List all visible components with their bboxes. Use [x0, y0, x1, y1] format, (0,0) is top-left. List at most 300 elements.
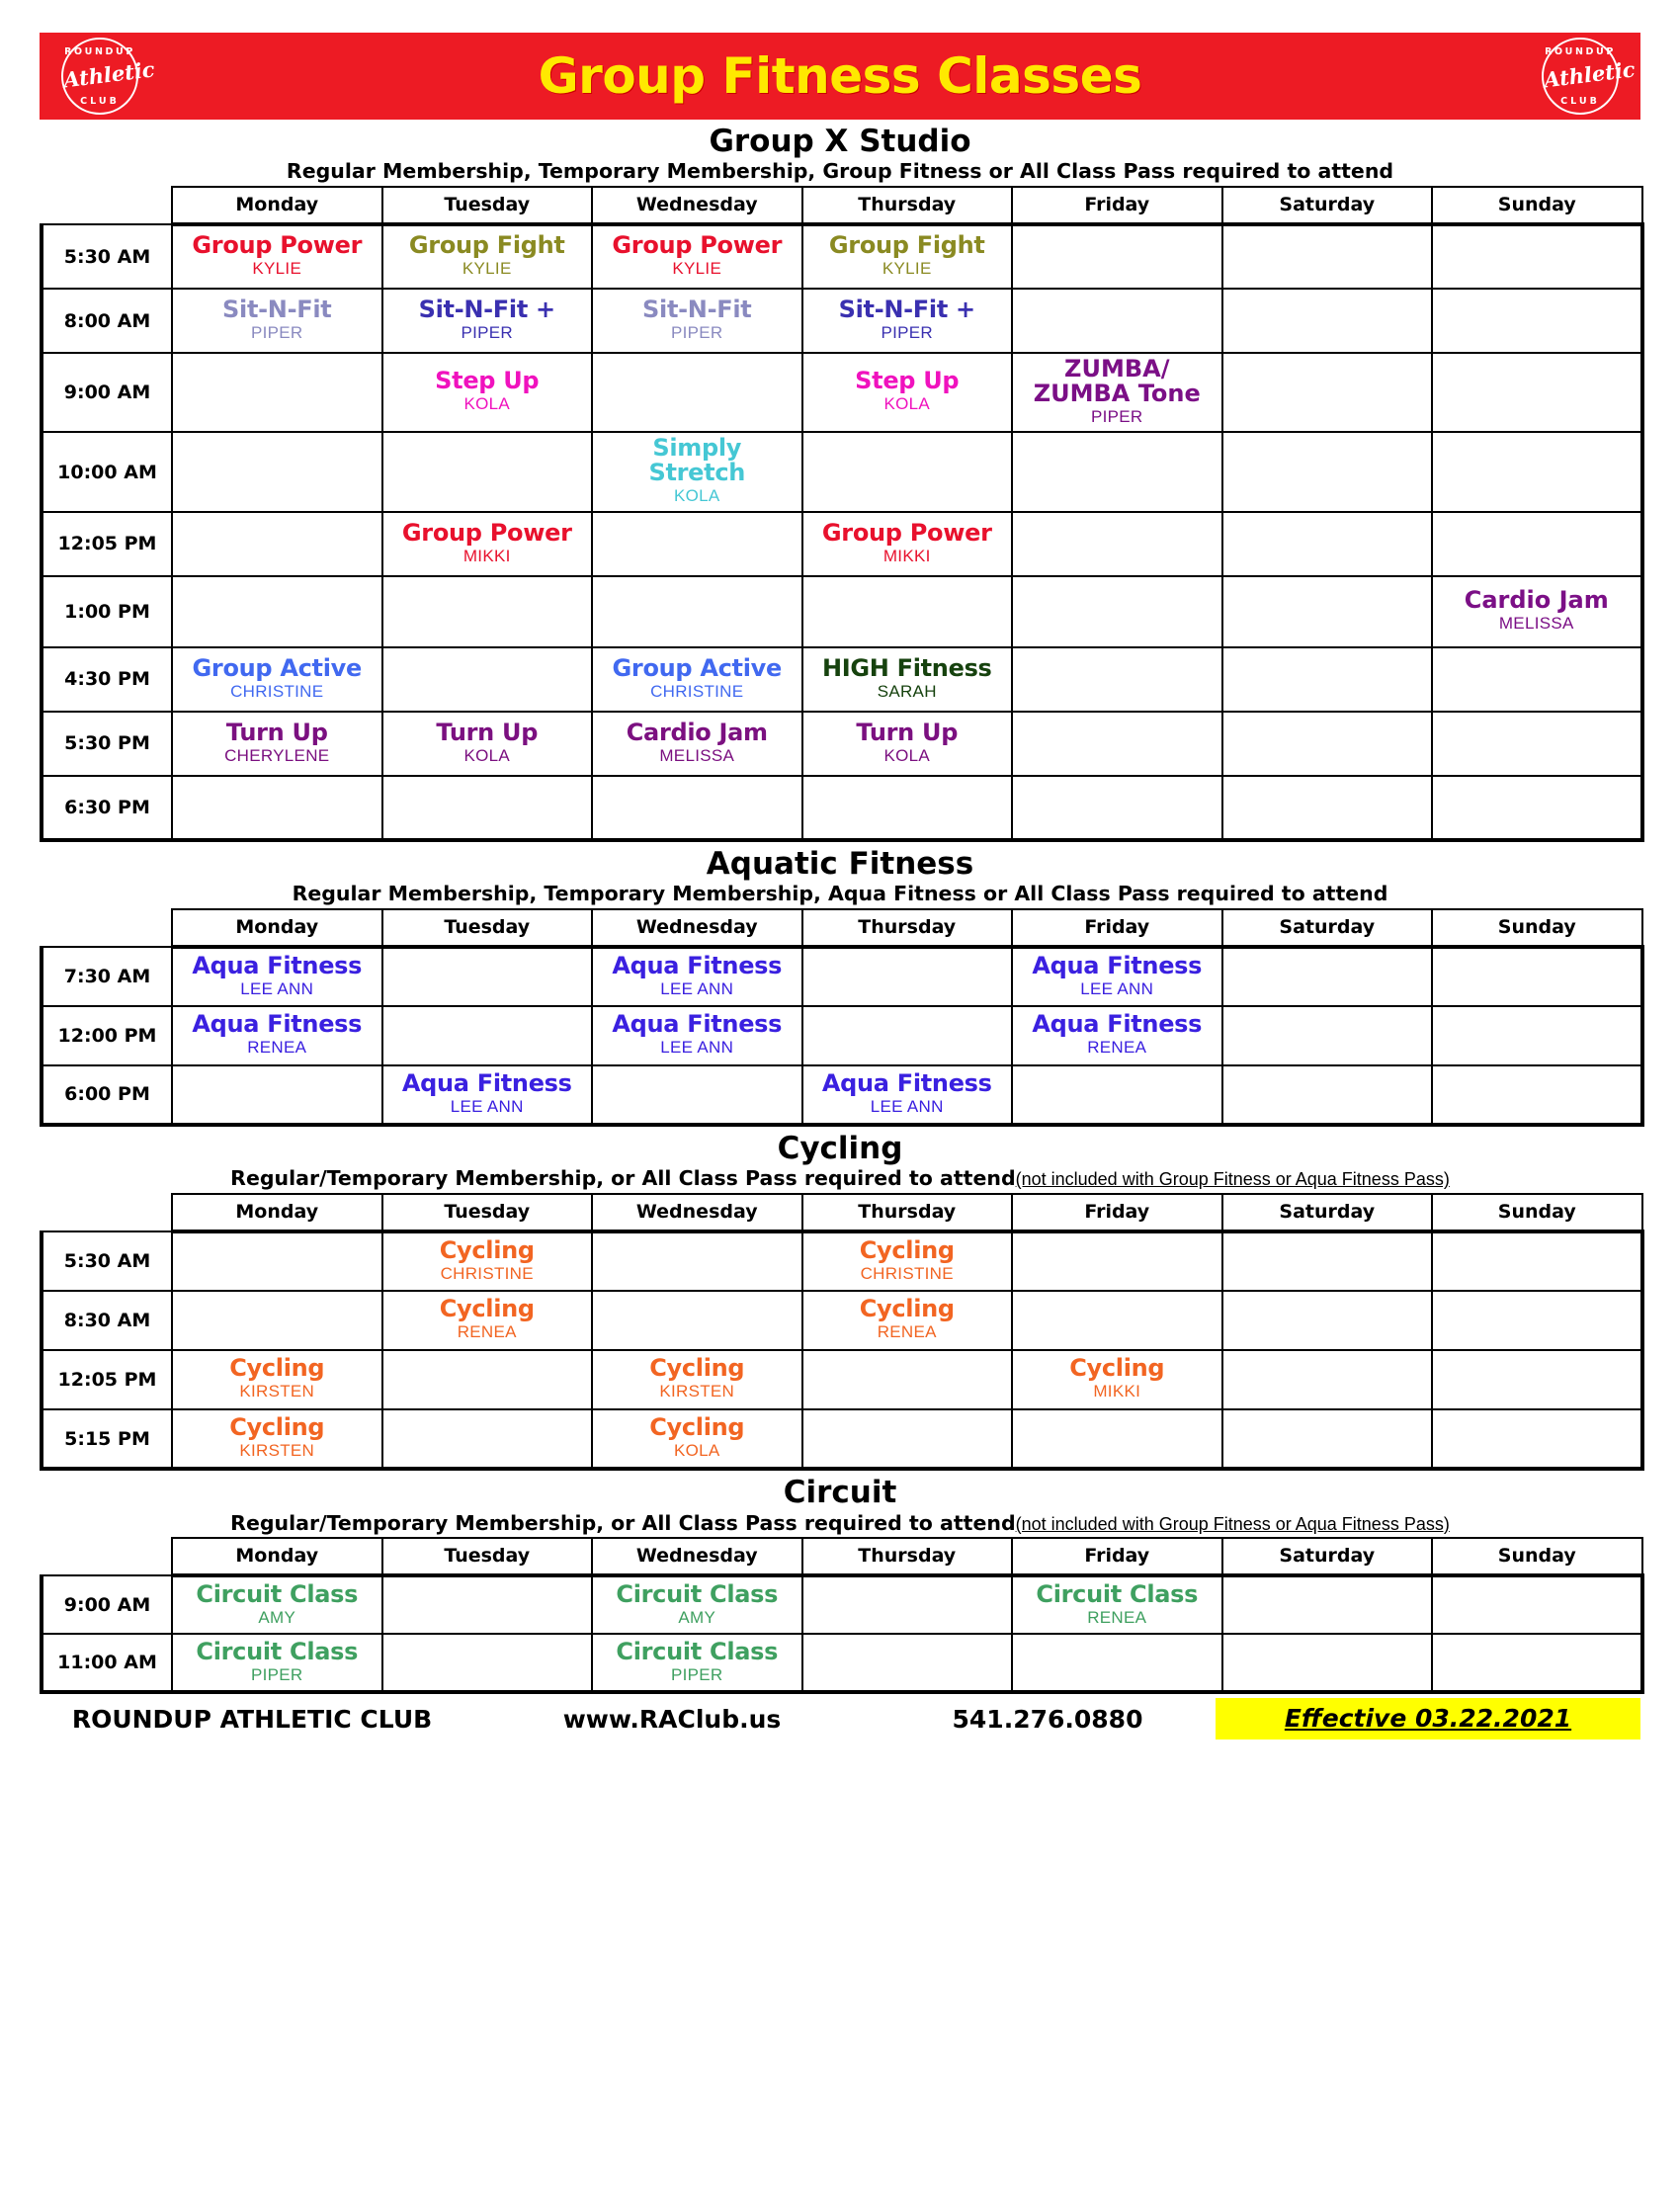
empty-cell: [592, 512, 802, 576]
class-cell: [382, 1291, 593, 1350]
class-name: Turn Up: [225, 718, 328, 746]
class-cell: [382, 224, 593, 289]
instructor-name: MIKKI: [882, 546, 931, 565]
table-row: [42, 224, 1642, 289]
empty-cell: [1012, 1065, 1222, 1125]
empty-cell: [802, 1634, 1013, 1692]
class-name: ZUMBA/ ZUMBA Tone: [1033, 355, 1201, 407]
section-subtitle-groupx: [40, 160, 1640, 183]
class-cell: [382, 1065, 593, 1125]
day-header-thursday: Thursday: [802, 1194, 1013, 1231]
table-row: [42, 576, 1642, 647]
class-cell: [172, 1006, 382, 1065]
class-cell: [802, 1065, 1013, 1125]
empty-cell: [1432, 224, 1642, 289]
empty-cell: [1012, 712, 1222, 776]
table-row: [42, 289, 1642, 353]
time-label: 4:30 PM: [42, 647, 172, 712]
class-cell: [172, 1575, 382, 1634]
footer-club-name: ROUNDUP ATHLETIC CLUB: [71, 1704, 433, 1734]
table-row: [42, 712, 1642, 776]
empty-cell: [1012, 1634, 1222, 1692]
class-name: Cycling: [229, 1354, 325, 1383]
empty-cell: [802, 947, 1013, 1006]
empty-cell: [802, 432, 1013, 511]
logo-top-text: ROUNDUP: [64, 46, 135, 57]
empty-cell: [1012, 1409, 1222, 1469]
time-label: 8:30 AM: [42, 1291, 172, 1350]
class-name: Simply Stretch: [648, 434, 746, 487]
empty-cell: [1222, 712, 1433, 776]
empty-cell: [172, 1291, 382, 1350]
class-name: Cycling: [859, 1295, 955, 1323]
empty-cell: [592, 1065, 802, 1125]
instructor-name: CHRISTINE: [860, 1263, 954, 1283]
empty-cell: [1012, 647, 1222, 712]
schedule-table-groupx: [40, 186, 1644, 842]
empty-cell: [802, 576, 1013, 647]
club-logo-right: [1542, 38, 1637, 115]
instructor-name: PIPER: [1090, 406, 1143, 426]
instructor-name: PIPER: [670, 322, 723, 342]
instructor-name: LEE ANN: [660, 1038, 734, 1058]
time-label: 5:30 AM: [42, 224, 172, 289]
logo-bottom-text: CLUB: [1560, 96, 1600, 107]
class-name: Sit-N-Fit: [222, 295, 332, 323]
instructor-name: RENEA: [877, 1322, 937, 1342]
class-name: Cardio Jam: [1464, 586, 1609, 615]
empty-cell: [382, 576, 593, 647]
day-header-monday: Monday: [172, 1194, 382, 1231]
class-cell: [592, 1575, 802, 1634]
section-title-circuit: Circuit: [783, 1475, 897, 1511]
class-cell: [1012, 1350, 1222, 1409]
class-cell: [802, 647, 1013, 712]
instructor-name: KYLIE: [462, 259, 512, 279]
class-cell: [382, 353, 593, 432]
table-row: [42, 1409, 1642, 1469]
class-cell: [172, 224, 382, 289]
table-row: [42, 1006, 1642, 1065]
empty-cell: [172, 432, 382, 511]
empty-cell: [1432, 1065, 1642, 1125]
empty-cell: [382, 776, 593, 840]
subtitle-note: (not included with Group Fitness or Aqua Fitness Pass): [1015, 1169, 1450, 1190]
class-name: Turn Up: [436, 718, 539, 746]
class-name: Circuit Class: [1036, 1579, 1199, 1608]
time-label: 9:00 AM: [42, 1575, 172, 1634]
instructor-name: RENEA: [457, 1322, 517, 1342]
empty-cell: [1222, 289, 1433, 353]
instructor-name: KIRSTEN: [659, 1382, 735, 1401]
day-header-row: [42, 909, 1642, 947]
instructor-name: KOLA: [463, 394, 511, 414]
empty-cell: [1222, 1231, 1433, 1291]
empty-cell: [172, 512, 382, 576]
empty-cell: [172, 776, 382, 840]
day-header-sunday: Sunday: [1432, 1194, 1642, 1231]
table-row: [42, 1350, 1642, 1409]
instructor-name: LEE ANN: [240, 978, 314, 998]
class-cell: [172, 1634, 382, 1692]
class-cell: [592, 1634, 802, 1692]
class-cell: [592, 647, 802, 712]
empty-cell: [1432, 1350, 1642, 1409]
table-row: [42, 1634, 1642, 1692]
empty-cell: [592, 1231, 802, 1291]
empty-cell: [592, 776, 802, 840]
subtitle-main: Regular Membership, Temporary Membership, Aqua Fitness or All Class Pass required to attend: [292, 882, 1388, 906]
day-header-monday: Monday: [172, 1538, 382, 1575]
time-label: 7:30 AM: [42, 947, 172, 1006]
footer-effective-date: Effective 03.22.2021: [1216, 1698, 1640, 1740]
instructor-name: PIPER: [461, 322, 514, 342]
empty-cell: [1222, 224, 1433, 289]
class-cell: [592, 712, 802, 776]
time-label: 8:00 AM: [42, 289, 172, 353]
empty-cell: [1012, 776, 1222, 840]
empty-cell: [1222, 512, 1433, 576]
class-cell: [1432, 576, 1642, 647]
page-footer: [40, 1698, 1640, 1740]
empty-cell: [592, 353, 802, 432]
class-name: Aqua Fitness: [192, 1010, 363, 1039]
class-cell: [592, 224, 802, 289]
instructor-name: KYLIE: [882, 259, 932, 279]
day-header-wednesday: Wednesday: [592, 1194, 802, 1231]
instructor-name: PIPER: [250, 1664, 303, 1684]
day-header-sunday: Sunday: [1432, 1538, 1642, 1575]
day-header-wednesday: Wednesday: [592, 909, 802, 947]
empty-cell: [382, 432, 593, 511]
empty-cell: [1012, 224, 1222, 289]
day-header-friday: Friday: [1012, 909, 1222, 947]
empty-cell: [1432, 1409, 1642, 1469]
class-cell: [802, 224, 1013, 289]
day-header-thursday: Thursday: [802, 909, 1013, 947]
class-name: Group Power: [401, 518, 572, 547]
class-cell: [592, 432, 802, 511]
class-cell: [802, 1291, 1013, 1350]
day-header-tuesday: Tuesday: [382, 909, 593, 947]
time-label: 5:15 PM: [42, 1409, 172, 1469]
instructor-name: KYLIE: [252, 259, 302, 279]
instructor-name: KOLA: [883, 394, 931, 414]
logo-script-text: Athletic: [1542, 56, 1637, 93]
instructor-name: LEE ANN: [870, 1096, 944, 1116]
empty-cell: [1222, 353, 1433, 432]
class-cell: [382, 289, 593, 353]
day-header-tuesday: Tuesday: [382, 187, 593, 224]
instructor-name: KIRSTEN: [239, 1440, 315, 1460]
table-row: [42, 353, 1642, 432]
instructor-name: KOLA: [463, 745, 511, 765]
logo-bottom-text: CLUB: [80, 96, 120, 107]
class-name: Cycling: [229, 1412, 325, 1441]
section-subtitle-cycling: [40, 1167, 1640, 1190]
class-name: Cycling: [649, 1412, 745, 1441]
section-title-aquatic: Aquatic Fitness: [706, 845, 974, 882]
class-name: Cycling: [1069, 1354, 1165, 1383]
class-cell: [1012, 1006, 1222, 1065]
empty-cell: [1432, 512, 1642, 576]
class-name: Cycling: [649, 1354, 745, 1383]
instructor-name: LEE ANN: [660, 978, 734, 998]
time-label: 12:00 PM: [42, 1006, 172, 1065]
empty-cell: [382, 1409, 593, 1469]
class-name: Group Active: [192, 653, 362, 682]
empty-cell: [1012, 512, 1222, 576]
subtitle-main: Regular Membership, Temporary Membership, Group Fitness or All Class Pass required to attend: [286, 159, 1394, 184]
class-name: Cardio Jam: [626, 718, 768, 746]
class-name: Aqua Fitness: [401, 1068, 572, 1097]
class-name: Cycling: [859, 1235, 955, 1264]
empty-cell: [1222, 1065, 1433, 1125]
class-cell: [802, 512, 1013, 576]
day-header-saturday: Saturday: [1222, 187, 1433, 224]
class-cell: [592, 1350, 802, 1409]
time-label: 11:00 AM: [42, 1634, 172, 1692]
table-corner: [42, 1194, 172, 1231]
table-row: [42, 647, 1642, 712]
day-header-tuesday: Tuesday: [382, 1194, 593, 1231]
instructor-name: CHRISTINE: [230, 681, 324, 701]
day-header-tuesday: Tuesday: [382, 1538, 593, 1575]
table-row: [42, 1231, 1642, 1291]
class-name: Group Power: [192, 231, 363, 260]
instructor-name: RENEA: [1087, 1038, 1147, 1058]
empty-cell: [1222, 1350, 1433, 1409]
instructor-name: CHERYLENE: [224, 745, 330, 765]
subtitle-main: Regular/Temporary Membership, or All Class Pass required to attend: [230, 1510, 1016, 1535]
instructor-name: KYLIE: [672, 259, 722, 279]
empty-cell: [1432, 1634, 1642, 1692]
day-header-sunday: Sunday: [1432, 909, 1642, 947]
class-cell: [592, 947, 802, 1006]
day-header-wednesday: Wednesday: [592, 1538, 802, 1575]
class-cell: [382, 1231, 593, 1291]
day-header-friday: Friday: [1012, 1538, 1222, 1575]
empty-cell: [1432, 712, 1642, 776]
table-row: [42, 432, 1642, 511]
empty-cell: [1012, 1231, 1222, 1291]
instructor-name: KOLA: [673, 1440, 720, 1460]
time-label: 12:05 PM: [42, 1350, 172, 1409]
class-name: Turn Up: [856, 718, 959, 746]
class-name: Aqua Fitness: [612, 1010, 783, 1039]
instructor-name: RENEA: [247, 1038, 307, 1058]
class-name: Sit-N-Fit: [642, 295, 752, 323]
schedule-sections: [40, 126, 1640, 1694]
class-name: Aqua Fitness: [1032, 1010, 1203, 1039]
time-label: 5:30 PM: [42, 712, 172, 776]
empty-cell: [802, 1006, 1013, 1065]
footer-phone: 541.276.0880: [952, 1704, 1143, 1734]
empty-cell: [1432, 1575, 1642, 1634]
empty-cell: [172, 353, 382, 432]
class-cell: [172, 1409, 382, 1469]
day-header-thursday: Thursday: [802, 1538, 1013, 1575]
table-corner: [42, 187, 172, 224]
empty-cell: [802, 1350, 1013, 1409]
class-cell: [1012, 947, 1222, 1006]
time-label: 12:05 PM: [42, 512, 172, 576]
time-label: 1:00 PM: [42, 576, 172, 647]
instructor-name: MIKKI: [1093, 1382, 1141, 1401]
class-cell: [172, 1350, 382, 1409]
day-header-thursday: Thursday: [802, 187, 1013, 224]
logo-top-text: ROUNDUP: [1545, 46, 1616, 57]
schedule-table-circuit: [40, 1537, 1644, 1694]
page-title: Group Fitness Classes: [538, 47, 1142, 105]
empty-cell: [1012, 576, 1222, 647]
empty-cell: [1222, 1006, 1433, 1065]
empty-cell: [382, 1575, 593, 1634]
instructor-name: AMY: [678, 1607, 716, 1627]
empty-cell: [1432, 1006, 1642, 1065]
empty-cell: [1222, 576, 1433, 647]
class-name: Group Fight: [828, 231, 985, 260]
class-name: Cycling: [439, 1235, 535, 1264]
day-header-saturday: Saturday: [1222, 909, 1433, 947]
empty-cell: [1432, 1231, 1642, 1291]
class-name: Step Up: [435, 367, 540, 395]
empty-cell: [802, 1409, 1013, 1469]
table-row: [42, 512, 1642, 576]
subtitle-note: (not included with Group Fitness or Aqua Fitness Pass): [1015, 1513, 1450, 1534]
time-label: 5:30 AM: [42, 1231, 172, 1291]
schedule-page: [0, 33, 1680, 2207]
class-cell: [802, 353, 1013, 432]
instructor-name: CHRISTINE: [440, 1263, 534, 1283]
instructor-name: MELISSA: [1498, 614, 1574, 634]
class-cell: [172, 947, 382, 1006]
table-row: [42, 776, 1642, 840]
empty-cell: [1222, 1409, 1433, 1469]
subtitle-main: Regular/Temporary Membership, or All Class Pass required to attend: [230, 1166, 1016, 1191]
instructor-name: MIKKI: [462, 546, 511, 565]
footer-website[interactable]: www.RAClub.us: [562, 1704, 782, 1734]
time-label: 6:00 PM: [42, 1065, 172, 1125]
day-header-row: [42, 1538, 1642, 1575]
empty-cell: [382, 947, 593, 1006]
table-corner: [42, 1538, 172, 1575]
table-corner: [42, 909, 172, 947]
class-cell: [1012, 1575, 1222, 1634]
class-cell: [1012, 353, 1222, 432]
table-row: [42, 947, 1642, 1006]
class-name: Circuit Class: [196, 1579, 359, 1608]
day-header-monday: Monday: [172, 909, 382, 947]
table-row: [42, 1575, 1642, 1634]
class-name: Step Up: [855, 367, 960, 395]
schedule-table-aquatic: [40, 908, 1644, 1127]
class-name: Group Power: [821, 518, 992, 547]
empty-cell: [1222, 1575, 1433, 1634]
day-header-row: [42, 1194, 1642, 1231]
class-cell: [172, 647, 382, 712]
empty-cell: [1432, 289, 1642, 353]
instructor-name: KOLA: [883, 745, 931, 765]
instructor-name: PIPER: [250, 322, 303, 342]
empty-cell: [172, 1065, 382, 1125]
empty-cell: [382, 1634, 593, 1692]
table-row: [42, 1291, 1642, 1350]
club-logo-left: [61, 38, 156, 115]
instructor-name: SARAH: [877, 681, 937, 701]
empty-cell: [1222, 1634, 1433, 1692]
schedule-table-cycling: [40, 1193, 1644, 1471]
class-name: Circuit Class: [196, 1637, 359, 1665]
class-cell: [172, 289, 382, 353]
section-subtitle-circuit: [40, 1512, 1640, 1535]
empty-cell: [382, 1006, 593, 1065]
day-header-saturday: Saturday: [1222, 1538, 1433, 1575]
class-name: Circuit Class: [616, 1637, 779, 1665]
time-label: 6:30 PM: [42, 776, 172, 840]
class-cell: [802, 1231, 1013, 1291]
empty-cell: [1012, 289, 1222, 353]
class-name: Aqua Fitness: [612, 951, 783, 979]
section-subtitle-aquatic: [40, 883, 1640, 905]
empty-cell: [592, 576, 802, 647]
class-name: Aqua Fitness: [192, 951, 363, 979]
section-title-cycling: Cycling: [777, 1130, 903, 1166]
empty-cell: [1432, 776, 1642, 840]
day-header-friday: Friday: [1012, 1194, 1222, 1231]
instructor-name: PIPER: [670, 1664, 723, 1684]
instructor-name: LEE ANN: [450, 1096, 524, 1116]
day-header-friday: Friday: [1012, 187, 1222, 224]
class-cell: [382, 512, 593, 576]
class-cell: [592, 289, 802, 353]
empty-cell: [172, 1231, 382, 1291]
class-cell: [802, 712, 1013, 776]
instructor-name: LEE ANN: [1080, 978, 1154, 998]
day-header-saturday: Saturday: [1222, 1194, 1433, 1231]
class-cell: [592, 1409, 802, 1469]
class-name: Group Active: [612, 653, 782, 682]
empty-cell: [802, 776, 1013, 840]
table-row: [42, 1065, 1642, 1125]
empty-cell: [1012, 432, 1222, 511]
class-cell: [382, 712, 593, 776]
empty-cell: [1012, 1291, 1222, 1350]
empty-cell: [802, 1575, 1013, 1634]
class-name: Circuit Class: [616, 1579, 779, 1608]
class-name: Sit-N-Fit +: [418, 295, 555, 323]
section-title-groupx: Group X Studio: [709, 124, 971, 159]
time-label: 10:00 AM: [42, 432, 172, 511]
logo-script-text: Athletic: [61, 56, 156, 93]
empty-cell: [592, 1291, 802, 1350]
instructor-name: RENEA: [1087, 1607, 1147, 1627]
empty-cell: [1432, 647, 1642, 712]
instructor-name: PIPER: [881, 322, 934, 342]
instructor-name: CHRISTINE: [650, 681, 744, 701]
instructor-name: MELISSA: [659, 745, 735, 765]
day-header-wednesday: Wednesday: [592, 187, 802, 224]
class-name: Aqua Fitness: [821, 1068, 992, 1097]
empty-cell: [1222, 647, 1433, 712]
empty-cell: [1222, 432, 1433, 511]
class-name: Sit-N-Fit +: [838, 295, 975, 323]
class-cell: [802, 289, 1013, 353]
day-header-monday: Monday: [172, 187, 382, 224]
class-cell: [172, 712, 382, 776]
empty-cell: [1432, 1291, 1642, 1350]
empty-cell: [1222, 1291, 1433, 1350]
